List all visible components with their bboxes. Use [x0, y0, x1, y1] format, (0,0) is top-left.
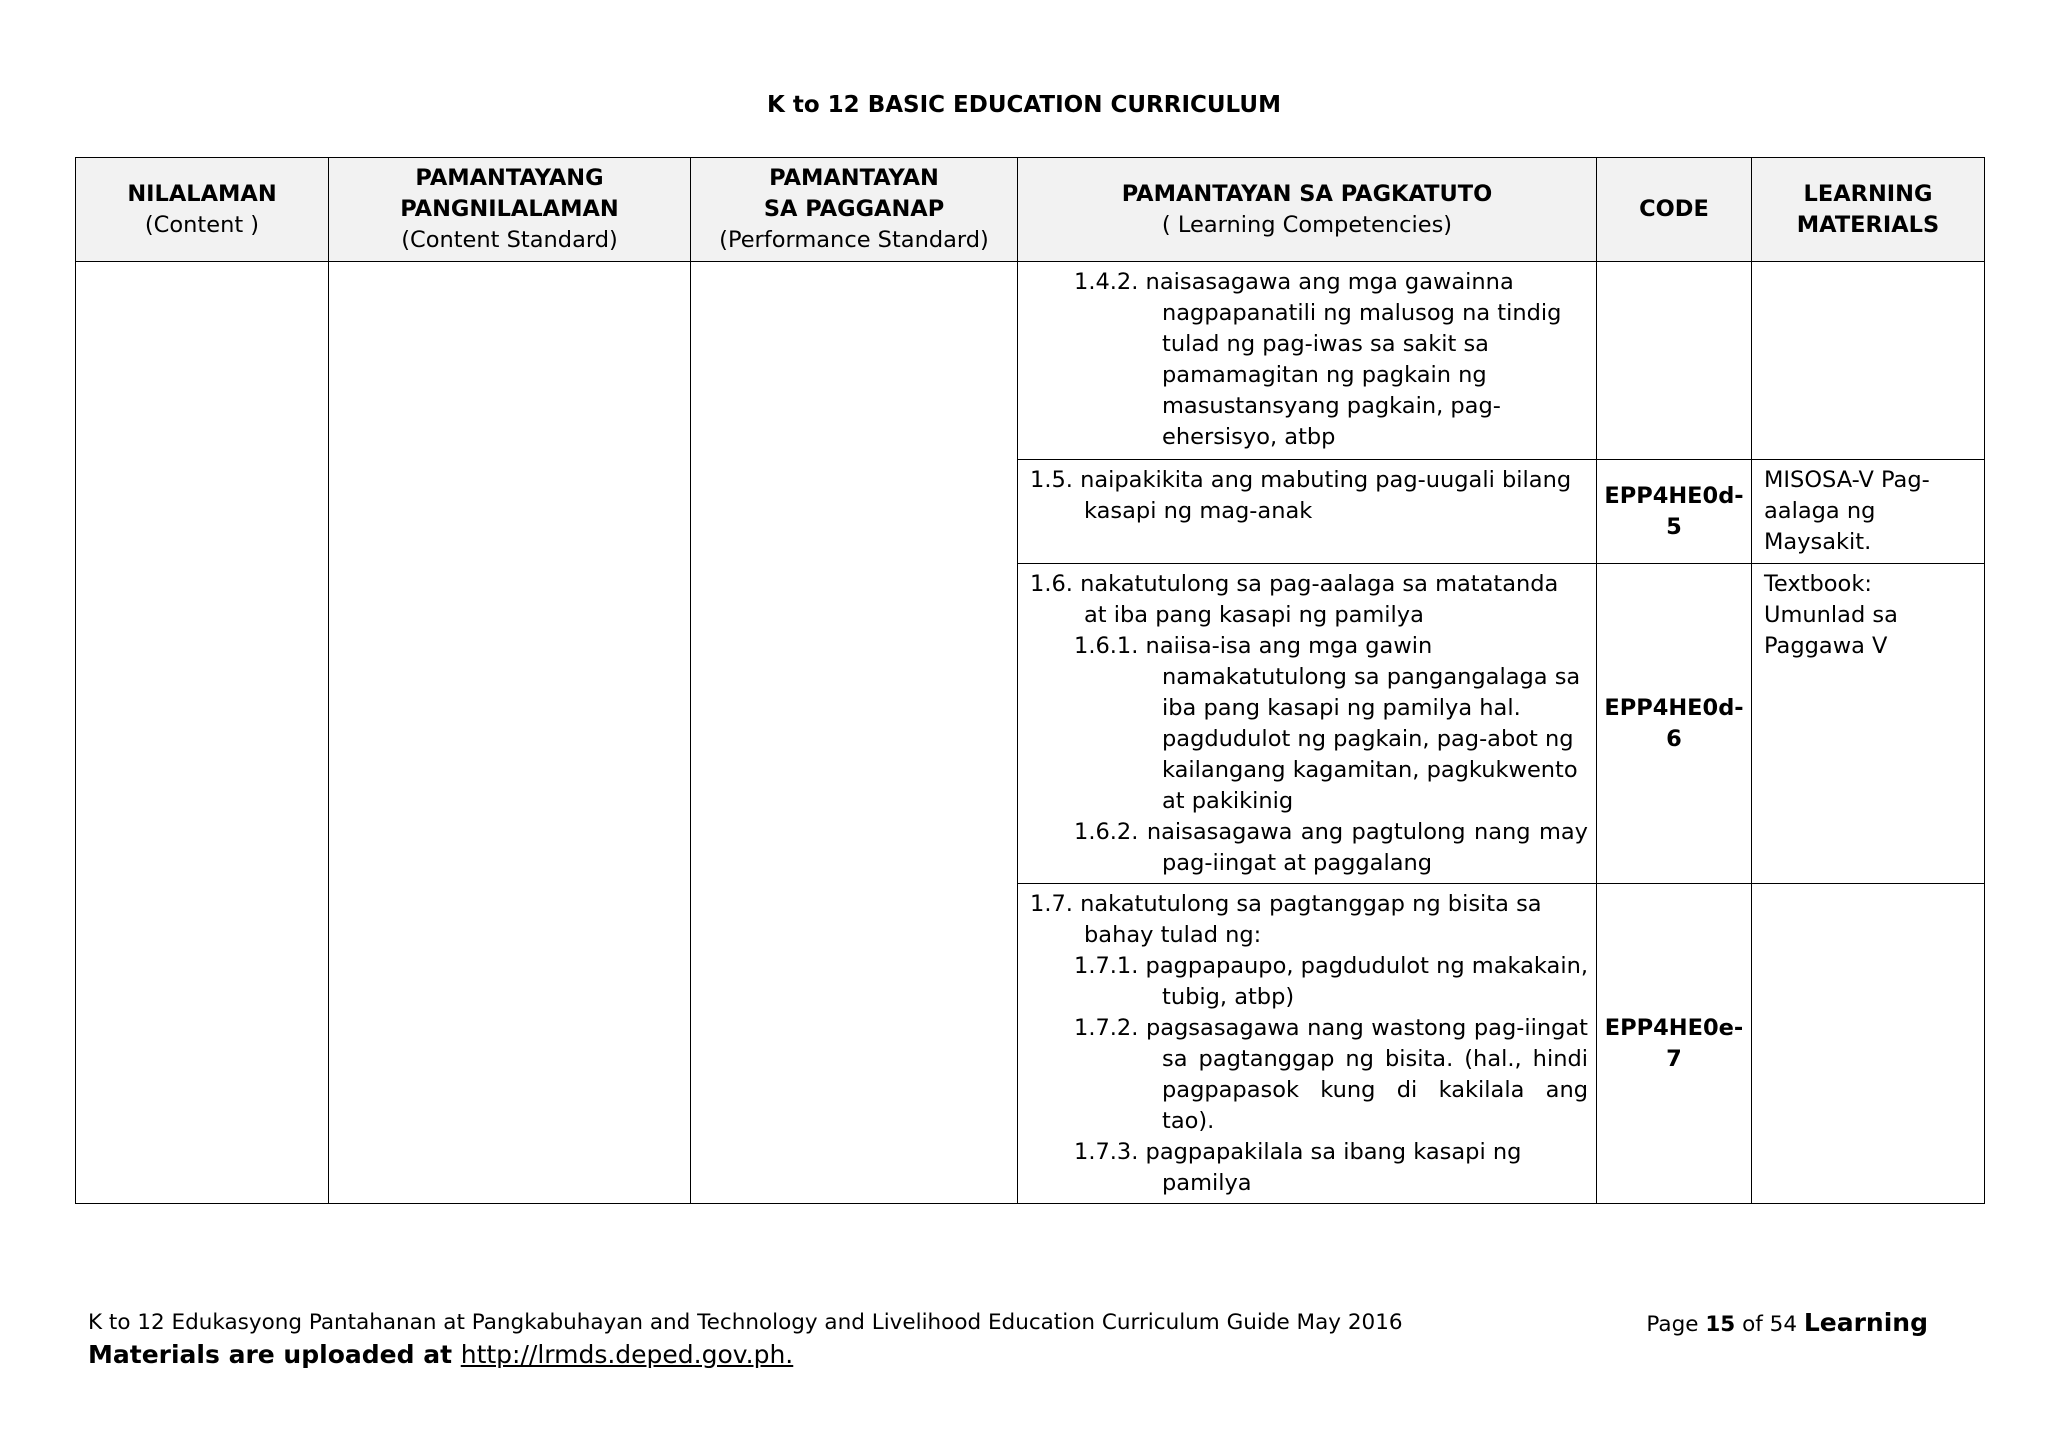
performance-standard-cell: [691, 262, 1018, 1204]
page-number: 15: [1705, 1312, 1736, 1337]
competency-item: 1.6.1. naiisa-isa ang mga gawin namakatutulong sa pangangalaga sa iba pang kasapi ng pamilya hal. pagdudulot ng pagkain, pag-abot ng kailangang kagamitan, pagkukwento at pakikinig: [1074, 633, 1581, 814]
materials-cell: [1752, 262, 1985, 460]
competency-item: 1.4.2. naisasagawa ang mga gawainna nagpapanatili ng malusog na tindig tulad ng pag-iwas sa sakit sa pamamagitan ng pagkain ng masustansyang pagkain, pag-ehersisyo, atbp: [1074, 269, 1562, 450]
page-footer: [88, 1307, 1948, 1371]
competency-item: 1.6. nakatutulong sa pag-aalaga sa matatanda at iba pang kasapi ng pamilya: [1030, 571, 1559, 628]
header-performance-standard: PAMANTAYAN SA PAGGANAP (Performance Standard): [691, 158, 1018, 262]
page-label: Page: [1646, 1312, 1699, 1337]
code-cell: EPP4HE0e-7: [1597, 884, 1752, 1204]
competency-cell: [1018, 262, 1597, 460]
table-row: [76, 262, 1985, 460]
competency-cell: [1018, 564, 1597, 884]
materials-line: [88, 1339, 1948, 1371]
materials-cell: MISOSA-V Pag-aalaga ng Maysakit.: [1752, 460, 1985, 564]
lrmds-link[interactable]: http://lrmds.deped.gov.ph.: [460, 1340, 794, 1369]
competency-item: 1.6.2. naisasagawa ang pagtulong nang may pag-iingat at paggalang: [1074, 819, 1588, 876]
header-code: CODE: [1597, 158, 1752, 262]
content-cell: [76, 262, 329, 1204]
content-standard-cell: [329, 262, 691, 1204]
competency-cell: [1018, 460, 1597, 564]
competency-item: 1.7.1. pagpapaupo, pagdudulot ng makakain, tubig, atbp): [1074, 953, 1588, 1010]
competency-item: 1.7.2. pagsasagawa nang wastong pag-iingat sa pagtanggap ng bisita. (hal., hindi pagpapasok kung di kakilala ang tao).: [1074, 1015, 1588, 1134]
learning-label: Learning: [1803, 1308, 1928, 1337]
materials-cell: [1752, 884, 1985, 1204]
code-cell: EPP4HE0d-5: [1597, 460, 1752, 564]
header-learning-materials: LEARNING MATERIALS: [1752, 158, 1985, 262]
page-total: of 54: [1742, 1312, 1797, 1337]
curriculum-table: [75, 157, 1985, 1204]
document-title: K to 12 BASIC EDUCATION CURRICULUM: [767, 92, 1281, 118]
competency-item: 1.7.3. pagpapakilala sa ibang kasapi ng pamilya: [1074, 1139, 1522, 1196]
competency-cell: [1018, 884, 1597, 1204]
materials-cell: Textbook: Umunlad sa Paggawa V: [1752, 564, 1985, 884]
page-indicator: [1646, 1307, 1928, 1341]
code-cell: [1597, 262, 1752, 460]
materials-text: Materials are uploaded at: [88, 1340, 453, 1369]
header-content: NILALAMAN (Content ): [76, 158, 329, 262]
code-cell: EPP4HE0d-6: [1597, 564, 1752, 884]
competency-item: 1.5. naipakikita ang mabuting pag-uugali bilang kasapi ng mag-anak: [1030, 467, 1572, 524]
table-header-row: [76, 158, 1985, 262]
competency-item: 1.7. nakatutulong sa pagtanggap ng bisita sa bahay tulad ng:: [1030, 891, 1542, 948]
footer-text: K to 12 Edukasyong Pantahanan at Pangkabuhayan and Technology and Livelihood Education Curriculum Guide May 2016: [88, 1310, 1403, 1335]
header-learning-competencies: PAMANTAYAN SA PAGKATUTO ( Learning Competencies): [1018, 158, 1597, 262]
header-content-standard: PAMANTAYANG PANGNILALAMAN (Content Standard): [329, 158, 691, 262]
